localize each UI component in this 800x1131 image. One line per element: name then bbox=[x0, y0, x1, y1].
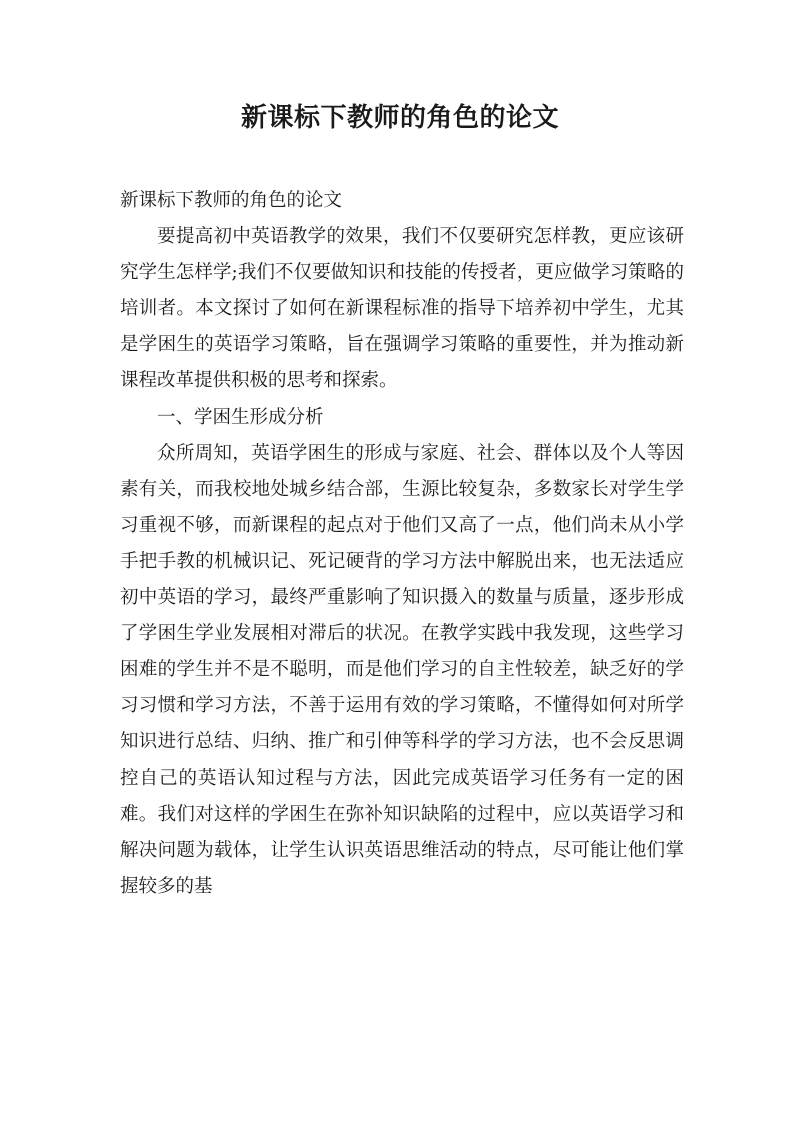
paragraph-abstract: 要提高初中英语教学的效果，我们不仅要研究怎样教，更应该研究学生怎样学;我们不仅要做知识和技能的传授者，更应做学习策略的培训者。本文探讨了如何在新课程标准的指导下培养初中学生，尤其是学困生的英语学习策略，旨在强调学习策略的重要性，并为推动新课程改革提供积极的思考和探索。 bbox=[120, 226, 684, 392]
document-title: 新课标下教师的角色的论文 bbox=[240, 103, 559, 133]
paragraph-analysis: 众所周知，英语学困生的形成与家庭、社会、群体以及个人等因素有关，而我校地处城乡结合部，生源比较复杂，多数家长对学生学习重视不够，而新课程的起点对于他们又高了一点，他们尚未从小学手把手教的机械识记、死记硬背的学习方法中解脱出来，也无法适应初中英语的学习，最终严重影响了知识摄入的数量与质量，逐步形成了学困生学业发展相对滞后的状况。在教学实践中我发现，这些学习困难的学生并不是不聪明，而是他们学习的自主性较差，缺乏好的学习习惯和学习方法，不善于运用有效的学习策略，不懂得如何对所学知识进行总结、归纳、推广和引伸等科学的学习方法，也不会反思调控自己的英语认知过程与方法，因此完成英语学习任务有一定的困难。我们对这样的学困生在弥补知识缺陷的过程中，应以英语学习和解决问题为载体，让学生认识英语思维活动的特点，尽可能让他们掌握较多的基 bbox=[120, 442, 684, 897]
section-heading: 一、学困生形成分析 bbox=[157, 406, 324, 428]
document-subtitle: 新课标下教师的角色的论文 bbox=[120, 190, 343, 211]
document-body bbox=[120, 183, 684, 905]
